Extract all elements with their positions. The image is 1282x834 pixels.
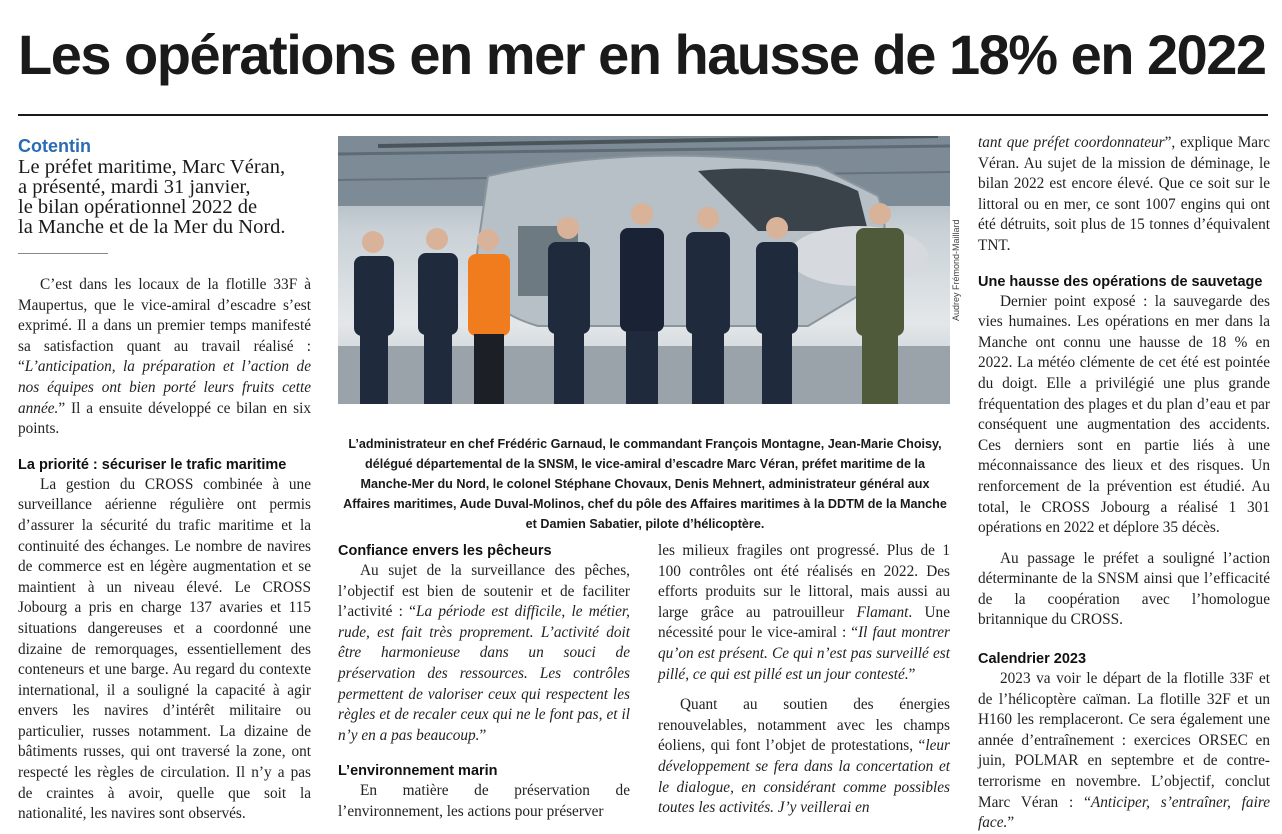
column-1 [18,275,311,825]
column-3 [658,541,950,819]
paragraph [658,695,950,819]
text-run: les milieux fragiles ont progressé. Plus de 1 100 contrôles ont été réalisés en 2022. Des efforts produits sur le littoral, mais aussi au large grâce au patrouilleur [658,542,950,621]
text-run: 2023 va voir le départ de la flotille 33F et de l’hélicoptère caïman. La flotille 32F et un H160 les remplaceront. Ce sera également une année d’entraînement : exercices ORSEC en juin, POLMAR en septembre et de contre-terrorisme en novembre. L’objectif, conclut Marc Véran : “ [978,670,1270,811]
photo-caption: L’administrateur en chef Frédéric Garnaud, le commandant François Montagne, Jean-Marie Choisy, délégué départemental de la SNSM, le vice-amiral d’escadre Marc Véran, préfet maritime de la Manche-Mer du Nord, le colonel Stéphane Chovaux, Denis Mehnert, administrateur général aux Affaires maritimes, Aude Duval-Molinos, chef du pôle des Affaires maritimes à la DDTM de la Manche et Damien Sabatier, pilote d’hélicoptère. [343,437,947,531]
column-4 [978,133,1270,834]
quote: leur développement se fera dans la concertation et le dialogue, en considérant comme possibles toutes les activités. J’y veillerai en [658,737,950,817]
deck [18,157,323,237]
subheading: Confiance envers les pêcheurs [338,543,552,559]
ship-name: Flamant [856,603,909,621]
paragraph: Dernier point exposé : la sauvegarde des vies humaines. Les opérations en mer dans la Manche ont connu une hausse de 18 % en 2022. La météo clémente de cet été est pointée du doigt. Elle a privilégié une plus grande fréquentation des plages et du plan d’eau et par conséquent une augmentation des accidents. Ces derniers sont en partie liés à une méconnaissance des lieux et des risques. Un renforcement de la prévention est étudié. Au total, le CROSS Jobourg a réalisé 1 301 opérations en 2022 et déplore 35 décès. [978,292,1270,537]
people-group [338,136,950,404]
quote: L’anticipation, la préparation et l’action de nos équipes ont bien porté leurs fruits cette année. [18,358,311,417]
paragraph: La gestion du CROSS combinée à une surveillance aérienne régulière ont permis d’assurer la sécurité du trafic maritime et la continuité des échanges. Le nombre de navires de commerce est en légère augmentation et se maintient à un niveau élevé. Le CROSS Jobourg a pris en charge 137 avaries et 115 situations dangereuses et a coordonné une dizaine de remorquages, essentiellement des conteneurs et une barge. Au regard du contexte international, il a souligné la capacité à agir envers les navires d’intérêt militaire ou particulier, russes notamment. La dizaine de bâtiments russes, qui ont traversé la zone, ont respecté les règles de circulation. Il n’y a pas de craintes à avoir, quelle que soit la nationalité, les navires sont observés. [18,475,311,823]
subheading: Calendrier 2023 [978,651,1087,668]
quote: Anticiper, s’entraîner, faire face. [978,793,1270,832]
text-run: Au sujet de la surveillance des pêches, l’objectif est bien de soutenir et de faciliter l’activité : “ [338,562,630,621]
subheading: L’environnement marin [338,763,498,780]
column-2 [338,541,630,823]
quote: tant que préfet coordonnateur [978,134,1165,151]
paragraph [338,561,630,746]
deck-divider [18,253,108,254]
paragraph [18,275,311,440]
deck-line: a présenté, mardi 31 janvier, [18,176,251,198]
kicker: Cotentin [18,136,91,156]
text-run: C’est dans les locaux de la flotille 33F à Maupertus, que le vice-amiral d’escadre s’est exprimé. Il a dans un premier temps manifesté sa satisfaction quant au travail réalisé : “ [18,276,311,376]
deck-line: la Manche et de la Mer du Nord. [18,216,286,238]
quote: La période est difficile, le métier, rude, est fait très proprement. L’activité doit être harmonieuse dans un souci de préservation des ressources. Les contrôles permettent de valoriser ceux qui respectent les règles et de recaler ceux qui ne le font pas, et il n’y en a pas beaucoup. [338,603,630,744]
text-run: ”, explique Marc Véran. Au sujet de la mission de déminage, le bilan 2022 est encore élevé. Que ce soit sur le littoral ou en mer, ce sont 1007 engins qui ont été détruits, soit plus de 15 tonnes d’équivalent TNT. [978,134,1270,254]
subheading: Une hausse des opérations de sauvetage [978,273,1263,290]
quote: Il faut montrer qu’on est présent. Ce qui n’est pas surveillé est pillé, ce qui est pillé est un jour contesté. [658,624,950,683]
deck-line: le bilan opérationnel 2022 de [18,196,258,218]
text-run: ” [908,665,916,683]
text-run: ” [1007,814,1015,832]
article-photo [338,136,950,404]
text-run: . Une nécessité pour le vice-amiral : “ [658,603,950,642]
subheading: La priorité : sécuriser le trafic maritime [18,456,287,473]
headline-rule [18,114,1268,116]
photo-credit: Audrey Frémond-Maillard [951,219,961,321]
text-run: Quant au soutien des énergies renouvelables, notamment avec les champs éoliens, qui font l’objet de protestations, “ [658,696,950,755]
paragraph [978,133,1270,257]
text-run: ” Il a ensuite développé ce bilan en six points. [18,399,311,438]
paragraph [658,541,950,685]
paragraph: Au passage le préfet a souligné l’action déterminante de la SNSM ainsi que l’efficacité de la coopération avec l’homologue britannique du CROSS. [978,549,1270,629]
headline: Les opérations en mer en hausse de 18% en 2022 [18,23,1266,86]
deck-line: Le préfet maritime, Marc Véran, [18,156,286,178]
paragraph [978,669,1270,834]
paragraph: En matière de préservation de l’environnement, les actions pour préserver [338,782,630,820]
text-run: ” [479,726,487,744]
